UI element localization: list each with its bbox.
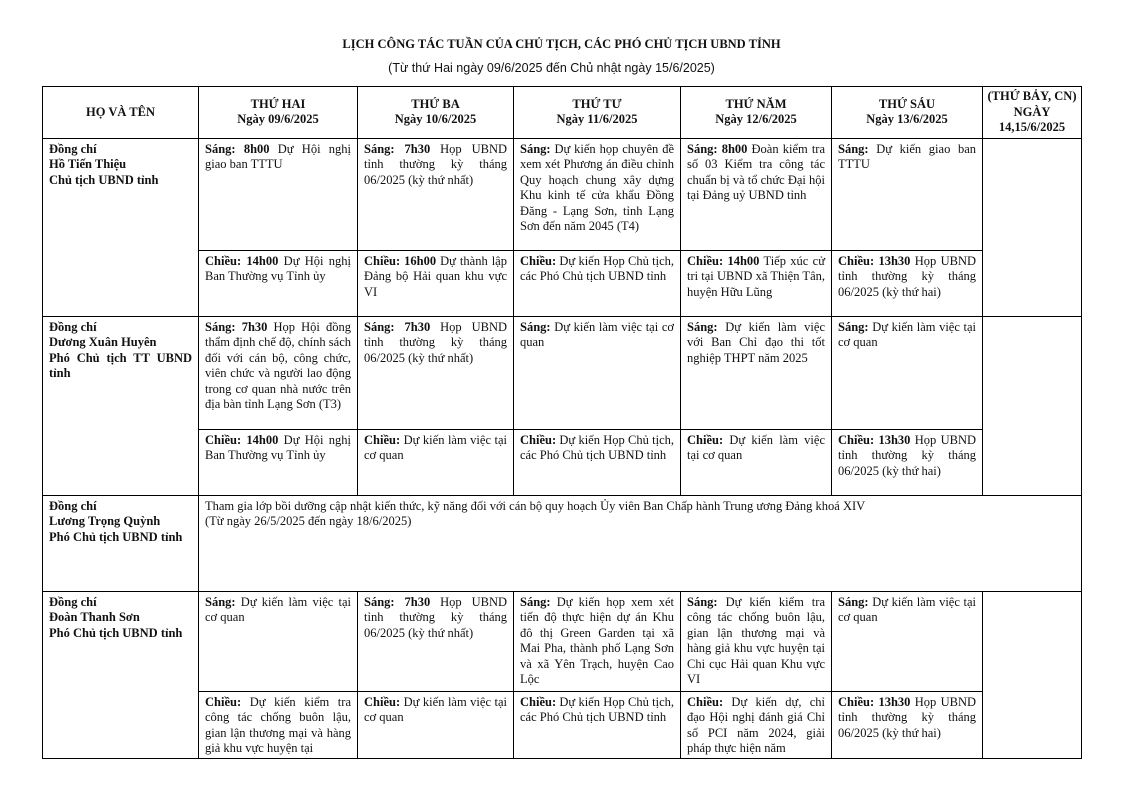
schedule-cell: Sáng: Dự kiến làm việc tại cơ quan: [514, 316, 681, 429]
schedule-cell: Chiều: Dự kiến dự, chỉ đạo Hội nghị đánh giá Chỉ số PCI năm 2024, giải pháp thực hiện năm: [681, 691, 832, 758]
page-title: LỊCH CÔNG TÁC TUẦN CỦA CHỦ TỊCH, CÁC PHÓ CHỦ TỊCH UBND TỈNH: [342, 37, 781, 51]
weekend-cell: [983, 138, 1082, 316]
schedule-cell: Sáng: 8h00 Dự Hội nghị giao ban TTTU: [199, 138, 358, 250]
schedule-cell: Chiều: Dự kiến làm việc tại cơ quan: [681, 429, 832, 495]
schedule-cell: Sáng: Dự kiến giao ban TTTU: [832, 138, 983, 250]
schedule-cell: Sáng: Dự kiến làm việc với Ban Chỉ đạo thi tốt nghiệp THPT năm 2025: [681, 316, 832, 429]
header-row: [43, 87, 1082, 139]
schedule-cell: Sáng: Dự kiến kiểm tra công tác chống buôn lậu, gian lận thương mại và hàng giả khu vực huyện tại Chi cục Hải quan Khu vực VI: [681, 591, 832, 691]
page-subtitle: (Từ thứ Hai ngày 09/6/2025 đến Chủ nhật ngày 15/6/2025): [388, 61, 715, 75]
weekend-cell: [983, 316, 1082, 495]
p4-morning-row: [43, 591, 1082, 691]
p2-afternoon-row: [43, 429, 1082, 495]
header-friday: THỨ SÁU Ngày 13/6/2025: [832, 87, 983, 139]
header-monday: THỨ HAI Ngày 09/6/2025: [199, 87, 358, 139]
p3-row: [43, 495, 1082, 591]
person-cell-p1: Đồng chí Hồ Tiến Thiệu Chủ tịch UBND tỉnh: [43, 138, 199, 316]
schedule-cell: Chiều: 14h00 Dự Hội nghị Ban Thường vụ Tỉnh ủy: [199, 250, 358, 316]
schedule-table: [42, 86, 1082, 759]
header-wednesday: THỨ TƯ Ngày 11/6/2025: [514, 87, 681, 139]
schedule-cell: Sáng: 7h30 Họp UBND tỉnh thường kỳ tháng 06/2025 (kỳ thứ nhất): [358, 316, 514, 429]
header-weekend: (THỨ BẢY, CN) NGÀY 14,15/6/2025: [983, 87, 1082, 139]
person-cell-p2: Đồng chí Dương Xuân Huyên Phó Chủ tịch TT UBND tỉnh: [43, 316, 199, 495]
schedule-cell: Sáng: 8h00 Đoàn kiểm tra số 03 Kiểm tra công tác chuẩn bị và tổ chức Đại hội tại Đảng uỷ UBND tỉnh: [681, 138, 832, 250]
p4-afternoon-row: [43, 691, 1082, 758]
schedule-cell: Chiều: Dự kiến Họp Chủ tịch, các Phó Chủ tịch UBND tỉnh: [514, 691, 681, 758]
schedule-cell: Sáng: Dự kiến làm việc tại cơ quan: [832, 591, 983, 691]
schedule-cell: Sáng: 7h30 Họp UBND tỉnh thường kỳ tháng 06/2025 (kỳ thứ nhất): [358, 138, 514, 250]
schedule-cell: Chiều: Dự kiến Họp Chủ tịch, các Phó Chủ tịch UBND tỉnh: [514, 429, 681, 495]
schedule-cell: Chiều: Dự kiến làm việc tại cơ quan: [358, 691, 514, 758]
schedule-cell: Chiều: 14h00 Dự Hội nghị Ban Thường vụ Tỉnh ủy: [199, 429, 358, 495]
header-name: HỌ VÀ TÊN: [43, 87, 199, 139]
header-tuesday: THỨ BA Ngày 10/6/2025: [358, 87, 514, 139]
schedule-cell: Chiều: Dự kiến kiểm tra công tác chống buôn lậu, gian lận thương mại và hàng giả khu vực huyện tại: [199, 691, 358, 758]
schedule-cell: Sáng: Dự kiến họp chuyên đề xem xét Phương án điều chỉnh Quy hoạch chung xây dựng Khu kinh tế cửa khẩu Đồng Đăng - Lạng Sơn, tỉnh Lạng Sơn đến năm 2045 (T4): [514, 138, 681, 250]
header-thursday: THỨ NĂM Ngày 12/6/2025: [681, 87, 832, 139]
schedule-cell: Chiều: 13h30 Họp UBND tỉnh thường kỳ tháng 06/2025 (kỳ thứ hai): [832, 429, 983, 495]
person-cell-p4: Đồng chí Đoàn Thanh Sơn Phó Chủ tịch UBND tỉnh: [43, 591, 199, 758]
schedule-cell: Chiều: Dự kiến làm việc tại cơ quan: [358, 429, 514, 495]
schedule-cell: Sáng: 7h30 Họp UBND tỉnh thường kỳ tháng 06/2025 (kỳ thứ nhất): [358, 591, 514, 691]
schedule-cell: Chiều: 13h30 Họp UBND tỉnh thường kỳ tháng 06/2025 (kỳ thứ hai): [832, 691, 983, 758]
schedule-cell: Chiều: Dự kiến Họp Chủ tịch, các Phó Chủ tịch UBND tỉnh: [514, 250, 681, 316]
training-notice-cell: Tham gia lớp bồi dưỡng cập nhật kiến thức, kỹ năng đối với cán bộ quy hoạch Ủy viên Ban Chấp hành Trung ương Đảng khoá XIV (Từ ngày 26/5/2025 đến ngày 18/6/2025): [199, 495, 1082, 591]
weekend-cell: [983, 591, 1082, 758]
p2-morning-row: [43, 316, 1082, 429]
p1-morning-row: [43, 138, 1082, 250]
person-cell-p3: Đồng chí Lương Trọng Quỳnh Phó Chủ tịch UBND tỉnh: [43, 495, 199, 591]
schedule-cell: Sáng: Dự kiến làm việc tại cơ quan: [199, 591, 358, 691]
schedule-cell: Chiều: 16h00 Dự thành lập Đảng bộ Hải quan khu vực VI: [358, 250, 514, 316]
schedule-cell: Chiều: 14h00 Tiếp xúc cử tri tại UBND xã Thiện Tân, huyện Hữu Lũng: [681, 250, 832, 316]
schedule-cell: Sáng: 7h30 Họp Hội đồng thẩm định chế độ, chính sách đối với cán bộ, công chức, viên chức và người lao động trong cơ quan nhà nước trên địa bàn tỉnh Lạng Sơn (T3): [199, 316, 358, 429]
p1-afternoon-row: [43, 250, 1082, 316]
schedule-cell: Sáng: Dự kiến họp xem xét tiến độ thực hiện dự án Khu đô thị Green Garden tại xã Mai Pha, thành phố Lạng Sơn và xã Yên Trạch, huyện Cao Lộc: [514, 591, 681, 691]
schedule-cell: Sáng: Dự kiến làm việc tại cơ quan: [832, 316, 983, 429]
schedule-cell: Chiều: 13h30 Họp UBND tỉnh thường kỳ tháng 06/2025 (kỳ thứ hai): [832, 250, 983, 316]
